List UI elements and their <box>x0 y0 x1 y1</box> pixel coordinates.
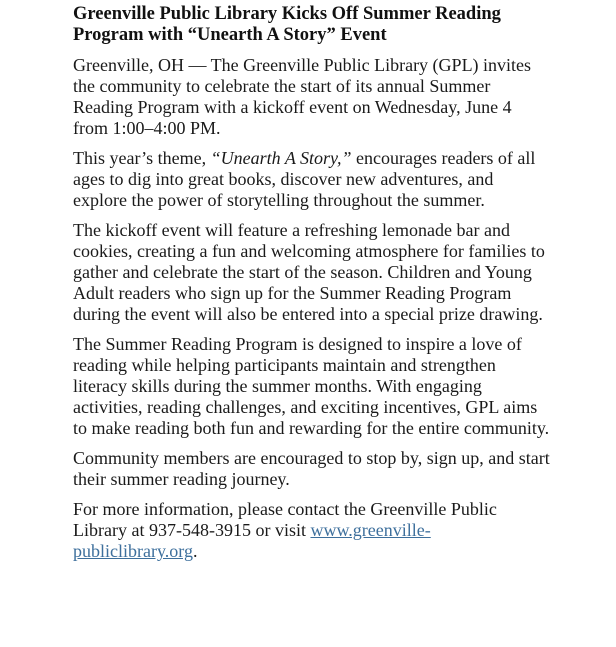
paragraph-kickoff-event: The kickoff event will feature a refreshing lemonade bar and cookies, creating a fun and welcoming atmosphere for families to gather and celebrate the start of the season. Children and Young Adult readers who sign up for the Summer Reading Program during the event will also be entered into a special prize drawing. <box>73 220 545 324</box>
paragraph-contact <box>73 499 551 562</box>
paragraph-program-goals: The Summer Reading Program is designed to inspire a love of reading while helping participants maintain and strengthen literacy skills during the summer months. With engaging activities, reading challenges, and exciting incentives, GPL aims to make reading both fun and rewarding for the entire community. <box>73 334 550 438</box>
library-website-link[interactable]: www.greenville-publiclibrary.org <box>73 520 431 561</box>
contact-end-punctuation: . <box>192 541 198 561</box>
contact-text: For more information, please contact the Greenville Public Library at 937-548-3915 or visit <box>73 499 497 540</box>
theme-intro-text: This year’s theme, <box>73 148 211 168</box>
theme-description-text: encourages readers of all ages to dig into great books, discover new adventures, and explore the power of storytelling throughout the summer. <box>73 148 536 210</box>
theme-name: “Unearth A Story,” <box>210 148 352 168</box>
headline: Greenville Public Library Kicks Off Summer Reading Program with “Unearth A Story” Event <box>73 4 501 45</box>
press-release <box>73 4 551 571</box>
paragraph-theme <box>73 148 551 211</box>
paragraph-intro: Greenville, OH — The Greenville Public Library (GPL) invites the community to celebrate the start of its annual Summer Reading Program with a kickoff event on Wednesday, June 4 from 1:00–4:00 PM. <box>73 55 532 138</box>
paragraph-call-to-action: Community members are encouraged to stop by, sign up, and start their summer reading journey. <box>73 448 550 489</box>
